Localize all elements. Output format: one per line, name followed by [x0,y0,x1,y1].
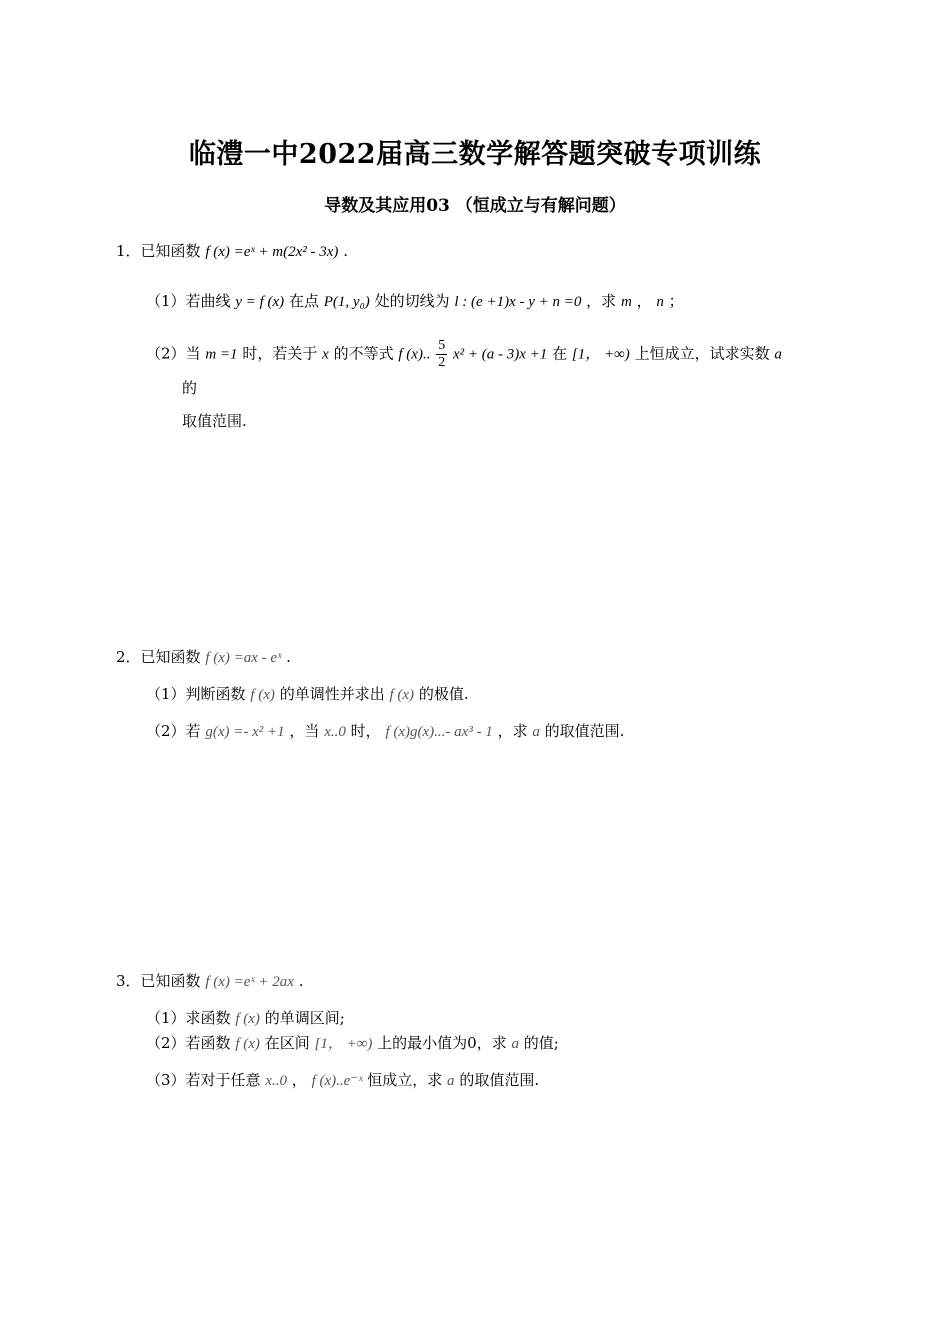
math-expr: f (x)..e⁻ˣ [311,1073,363,1089]
problem-2-suffix: . [286,648,291,666]
problem-1-part-2-continued: 取值范围. [182,412,247,430]
math-expr: f (x) [235,1011,260,1027]
math-expr: g(x) =- x² +1 [205,724,285,740]
problem-2-part-2 [146,721,624,742]
document-title: 临澧一中2022届高三数学解答题突破专项训练 [188,139,762,170]
problem-1-prefix: 1．已知函数 [116,242,201,260]
fraction-denominator: 2 [438,355,446,370]
fraction-numerator: 5 [438,338,446,353]
math-expr: P(1, y₀) [323,294,370,310]
problem-2-function: f (x) =ax - eˣ [205,650,282,666]
part-label: （2）当 [146,344,201,363]
math-expr: [1， +∞) [314,1036,373,1052]
problem-1-suffix: . [343,242,348,260]
math-expr: x [322,346,329,363]
part-label: （1）判断函数 [146,685,246,703]
part-text: 处的切线为 [374,292,450,310]
part-text: 的值; [523,1034,559,1052]
math-expr: a [532,724,540,740]
problem-3-function: f (x) =eˣ + 2ax [205,974,294,990]
math-expr: y = f (x) [235,294,285,310]
problem-1-function: f (x) =eˣ + m(2x² - 3x) [205,244,339,260]
math-expr: x..0 [324,724,346,740]
fraction [436,338,447,371]
math-expr: [1， +∞) [571,346,630,363]
math-expr: f (x) [235,1036,260,1052]
math-expr: m [620,294,632,310]
math-expr: l : (e +1)x - y + n =0 [454,294,582,310]
problem-3-stem [116,971,304,992]
part-text: ，求 [586,292,617,310]
part-text: ，当 [289,722,320,740]
problem-3-part-1 [146,1008,345,1029]
part-text: 时， [350,722,381,740]
part-label: （2）若 [146,722,201,740]
part-text: ， [291,1071,307,1089]
part-text: 时，若关于 [242,344,318,363]
problem-1-part-2 [146,338,782,371]
part-text: 恒成立，求 [367,1071,443,1089]
problem-3-part-2 [146,1033,559,1054]
part-label: （1）若曲线 [146,292,231,310]
part-text: 上的最小值为0，求 [377,1034,507,1052]
problem-2-stem [116,647,291,668]
math-expr: f (x) [250,687,275,703]
part-text: 的取值范围. [459,1071,540,1089]
math-expr: f (x) [389,687,415,703]
part-text: ， [636,292,652,310]
math-expr: x..0 [265,1073,287,1089]
part-label: （2）若函数 [146,1034,231,1052]
part-text: 上恒成立，试求实数 [634,344,770,363]
part-text: 在 [552,344,568,363]
problem-1-part-1 [146,291,684,312]
math-expr: f (x)g(x)...- ax³ - 1 [385,724,493,740]
problem-3-part-3 [146,1070,539,1091]
part-label: （3）若对于任意 [146,1071,261,1089]
problem-1-part-2-wrap: 的 [182,379,198,397]
math-expr: a [774,346,782,363]
part-text: 的取值范围. [544,722,625,740]
math-expr: a [447,1073,455,1089]
math-expr: a [511,1036,519,1052]
part-text: ； [668,292,684,310]
math-expr: x² + (a - 3)x +1 [453,346,548,363]
part-text: 的不等式 [333,344,394,363]
problem-2-prefix: 2．已知函数 [116,648,201,666]
part-text: 的单调区间; [264,1009,345,1027]
part-text: ，求 [497,722,528,740]
problem-1-stem [116,241,348,262]
part-text: 在区间 [264,1034,310,1052]
part-label: （1）求函数 [146,1009,231,1027]
part-text: 在点 [288,292,319,310]
problem-2-part-1 [146,684,469,705]
math-expr: f (x).. [398,346,431,363]
part-text: 的极值. [418,685,469,703]
math-expr: m =1 [205,346,238,363]
problem-3-prefix: 3．已知函数 [116,972,201,990]
document-subtitle: 导数及其应用03 （恒成立与有解问题） [324,196,626,216]
math-expr: n [656,294,664,310]
problem-3-suffix: . [298,972,304,990]
part-text: 的单调性并求出 [279,685,385,703]
